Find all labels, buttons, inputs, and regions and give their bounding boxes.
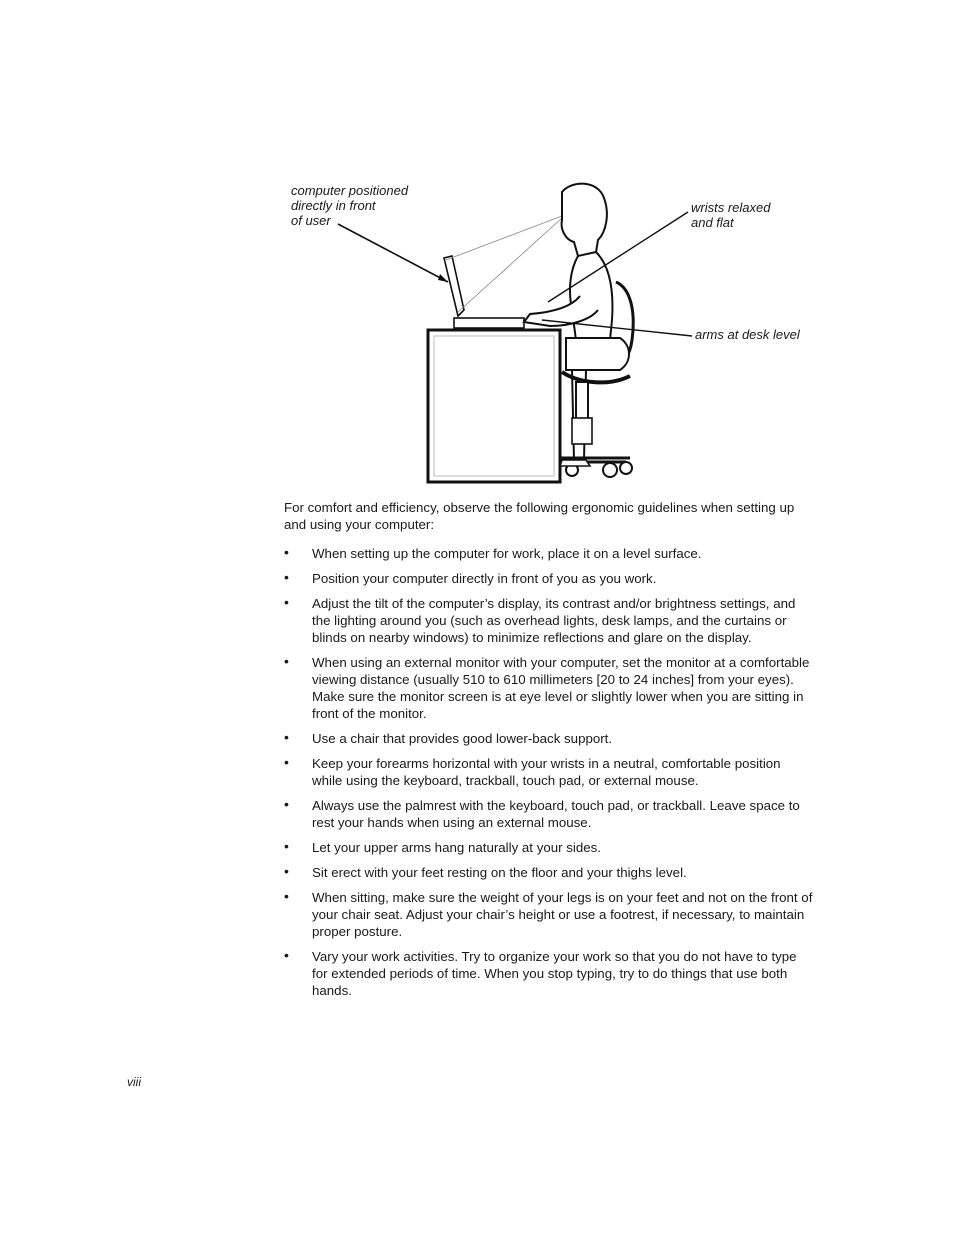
user-feet [560, 460, 590, 466]
bullet-icon: • [284, 729, 289, 745]
list-item [284, 545, 814, 562]
list-item [284, 864, 814, 881]
user-head [562, 184, 607, 256]
list-item-text: Adjust the tilt of the computer’s display, its contrast and/or brightness settings, and the lighting around you (such as overhead lights, desk lamps, and the curtains or blinds on nearby windows) to minimize reflections and glare on the display. [312, 596, 796, 645]
list-item [284, 730, 814, 747]
bullet-icon: • [284, 653, 289, 669]
list-item-text: When setting up the computer for work, place it on a level surface. [312, 546, 702, 561]
bullet-icon: • [284, 888, 289, 904]
list-item-text: Let your upper arms hang naturally at your sides. [312, 840, 601, 855]
list-item-text: Use a chair that provides good lower-back support. [312, 731, 613, 746]
list-item-text: When sitting, make sure the weight of your legs is on your feet and not on the front of your chair seat. Adjust your chair’s height or use a footrest, if necessary, to maintain proper posture. [312, 890, 813, 939]
laptop-base [454, 318, 524, 328]
list-item [284, 839, 814, 856]
callout-wrists: wrists relaxed and flat [691, 200, 771, 230]
bullet-icon: • [284, 796, 289, 812]
list-item-text: Sit erect with your feet resting on the floor and your thighs level. [312, 865, 687, 880]
list-item-text: Position your computer directly in front of you as you work. [312, 571, 657, 586]
list-item [284, 755, 814, 789]
list-item-text: Keep your forearms horizontal with your wrists in a neutral, comfortable position while using the keyboard, trackball, touch pad, or external mouse. [312, 756, 781, 788]
bullet-icon: • [284, 947, 289, 963]
bullet-icon: • [284, 544, 289, 560]
list-item [284, 889, 814, 940]
bullet-icon: • [284, 754, 289, 770]
guidelines-list [284, 545, 814, 1007]
chair-wheel [603, 463, 617, 477]
ergonomics-illustration [280, 170, 840, 490]
list-item [284, 948, 814, 999]
list-item-text: Always use the palmrest with the keyboard, touch pad, or trackball. Leave space to rest your hands when using an external mouse. [312, 798, 800, 830]
laptop-screen [444, 256, 464, 316]
bullet-icon: • [284, 863, 289, 879]
list-item [284, 797, 814, 831]
list-item-text: Vary your work activities. Try to organize your work so that you do not have to type for extended periods of time. When you stop typing, try to do things that use both hands. [312, 949, 797, 998]
bullet-icon: • [284, 838, 289, 854]
list-item [284, 654, 814, 722]
intro-paragraph: For comfort and efficiency, observe the following ergonomic guidelines when setting up and using your computer: [284, 500, 795, 532]
user-thigh [566, 338, 629, 370]
callout-computer-position: computer positioned directly in front of user [291, 183, 409, 228]
list-item [284, 570, 814, 587]
leader-computer [338, 224, 448, 282]
desk [428, 330, 560, 482]
list-item-text: When using an external monitor with your computer, set the monitor at a comfortable viewing distance (usually 510 to 610 millimeters [20 to 24 inches] from your eyes). Make sure the monitor screen is at eye level or slightly lower when you are sitting in front of the monitor. [312, 655, 810, 721]
bullet-icon: • [284, 569, 289, 585]
bullet-icon: • [284, 594, 289, 610]
page-number: viii [127, 1075, 141, 1089]
leader-arms [542, 320, 692, 336]
callout-arms: arms at desk level [695, 327, 800, 342]
chair-wheel [620, 462, 632, 474]
list-item [284, 595, 814, 646]
